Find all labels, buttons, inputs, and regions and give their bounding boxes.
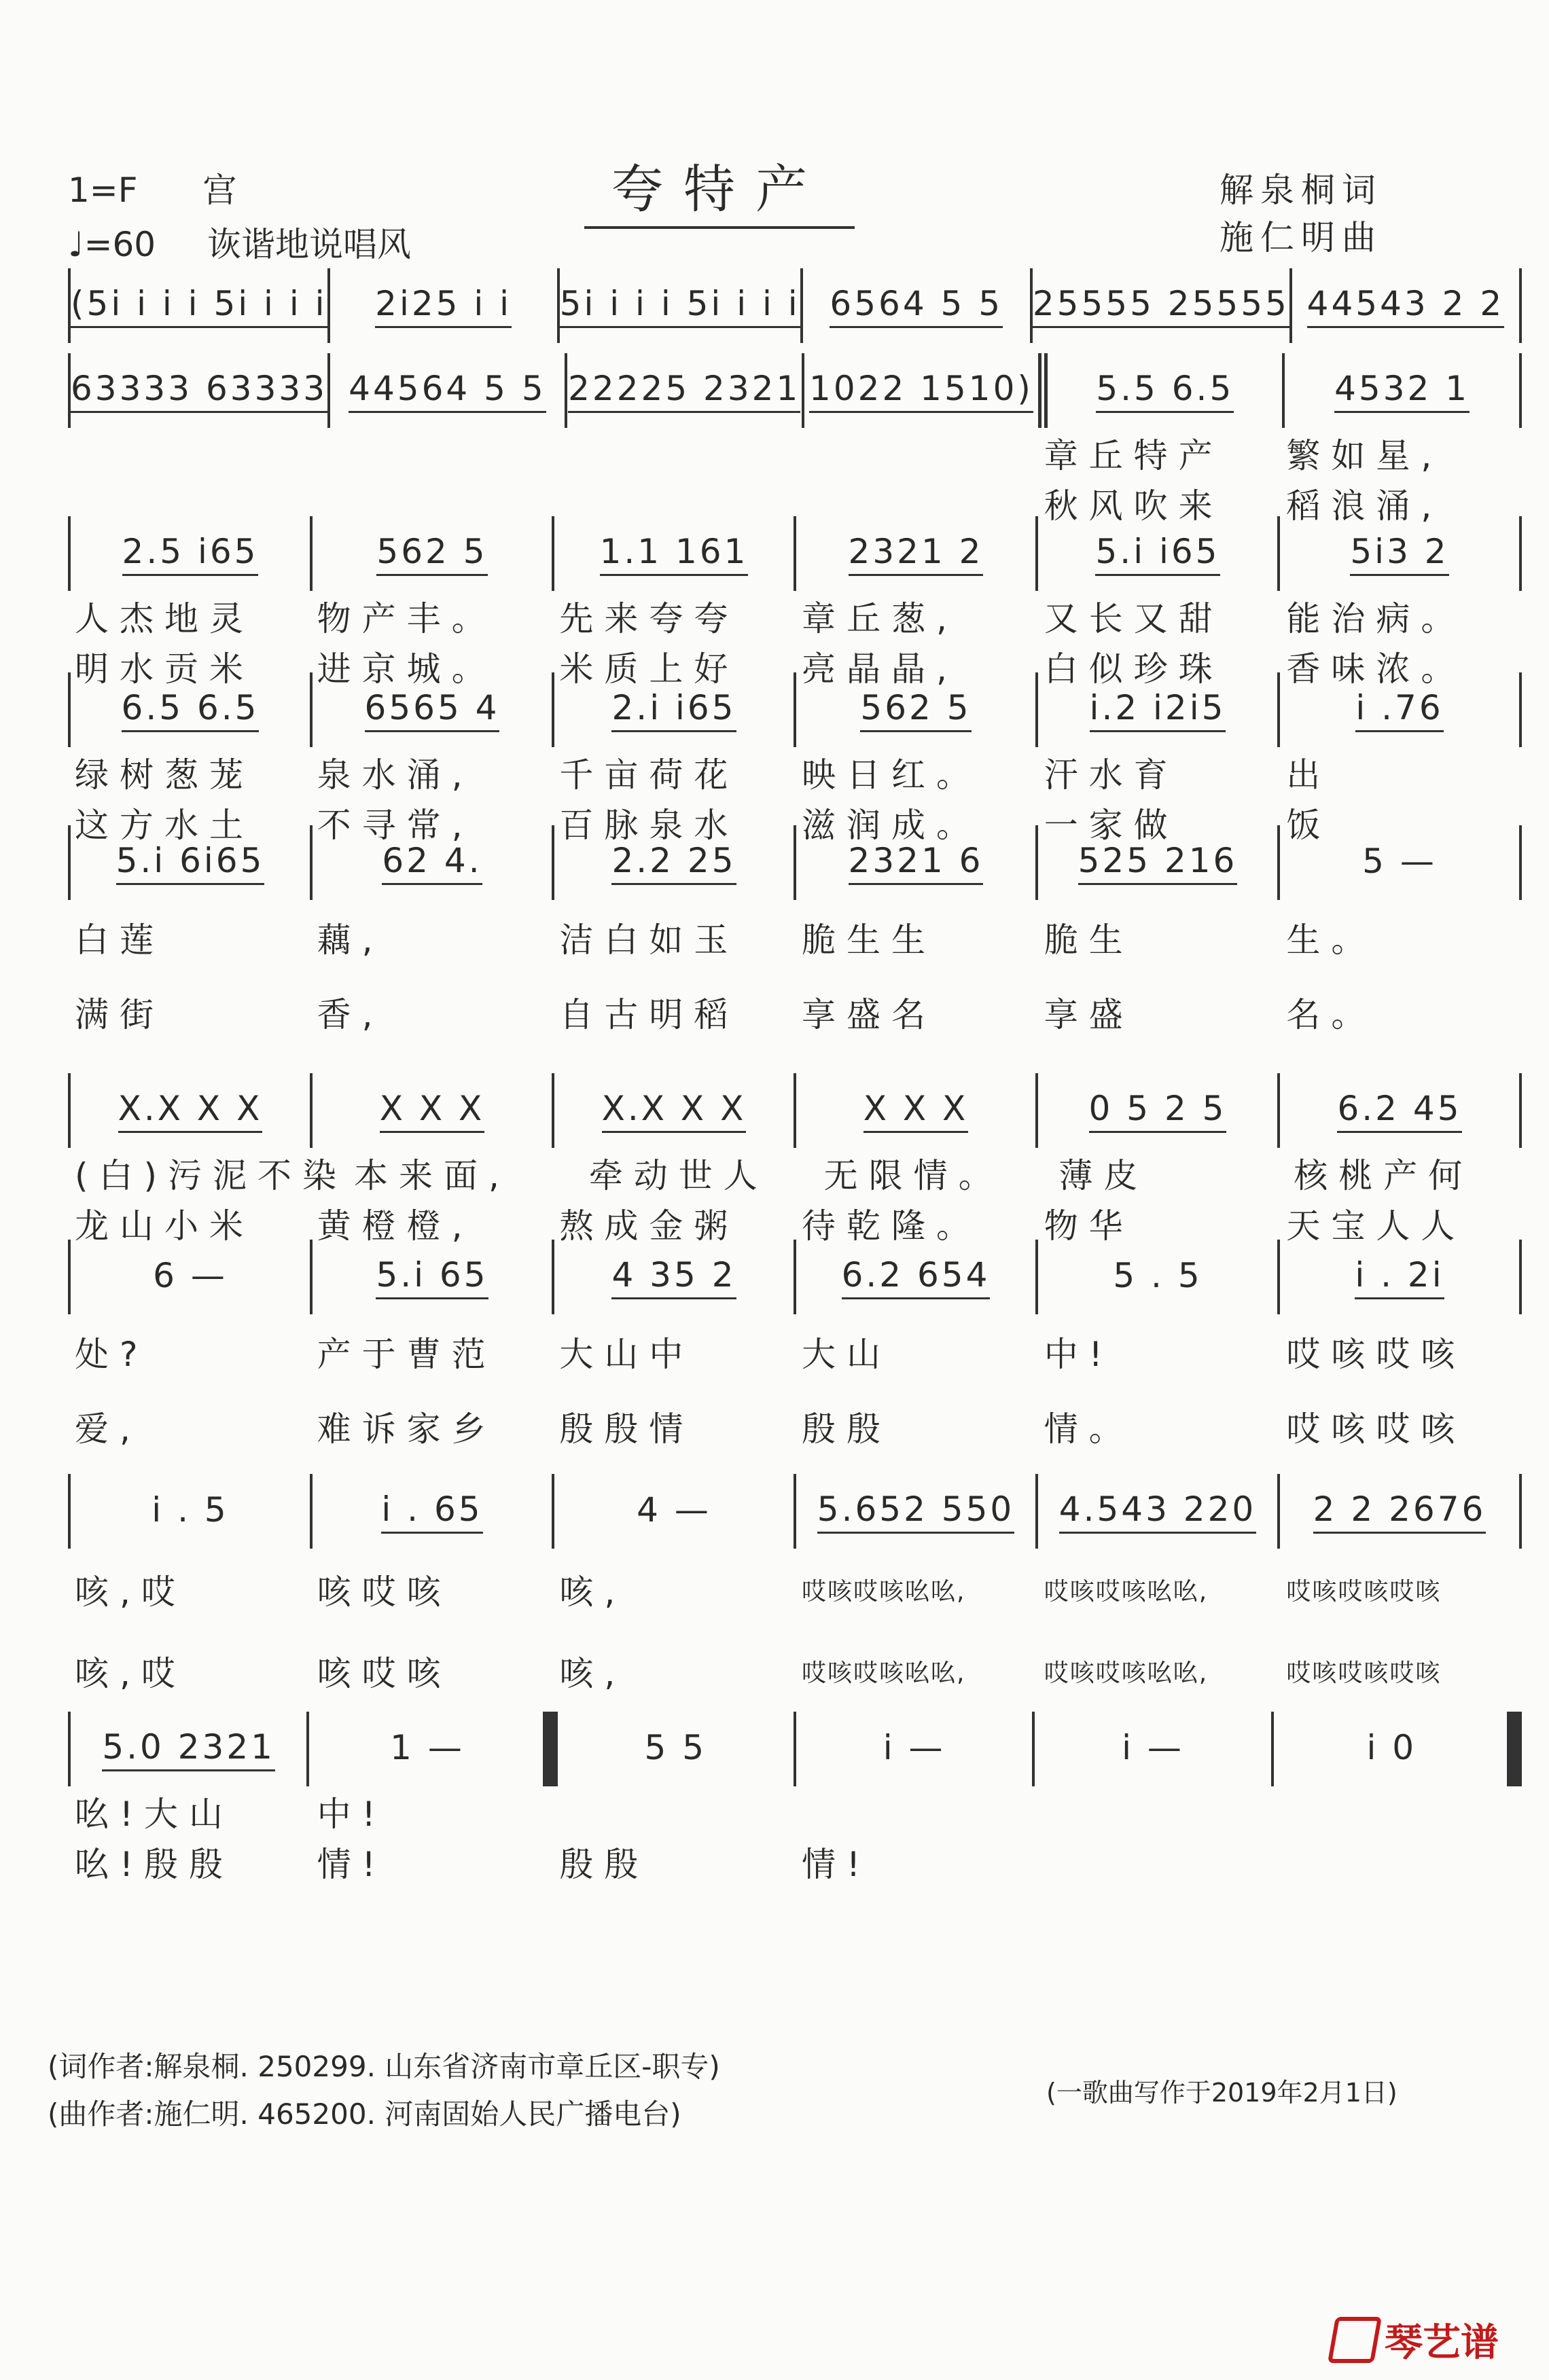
lyric-line-1: 章丘特产 繁如星, xyxy=(1044,436,1443,475)
logo-icon xyxy=(1328,2317,1382,2363)
score-system-9 xyxy=(68,1712,1522,1887)
lyric-line-1: 处? 产于曹范 大山中 大山 中! 哎咳哎咳 xyxy=(75,1335,1466,1374)
lyric-line-2: 这方水土 不寻常, 百脉泉水 滋润成。 一家做 饭 xyxy=(75,806,1332,845)
measure: 6.5 6.5 xyxy=(68,672,313,747)
measure: 6 — xyxy=(68,1240,313,1314)
measure: 5i i i i 5i i i i xyxy=(560,268,803,343)
composer-credit: 施仁明曲 xyxy=(1219,218,1383,257)
lyric-line-1: 吆!大山 中! xyxy=(75,1795,387,1834)
song-title: 夸特产 xyxy=(584,148,855,229)
measure: i 0 xyxy=(1274,1712,1522,1786)
measure: 0 5 2 5 xyxy=(1038,1073,1280,1148)
measure: 44543 2 2 xyxy=(1292,268,1522,343)
measure: 5.i 6i65 xyxy=(68,825,313,900)
measure: 62 4. xyxy=(313,825,554,900)
score-system-5 xyxy=(68,825,1522,1049)
score-system-1 xyxy=(68,268,1522,343)
measure: 5 . 5 xyxy=(1038,1240,1280,1314)
measure: i — xyxy=(1035,1712,1273,1786)
notes-row xyxy=(68,825,1522,900)
measure: 5.0 2321 xyxy=(68,1712,309,1786)
score-system-2 xyxy=(68,353,1522,528)
date-note: (一歌曲写作于2019年2月1日) xyxy=(1046,2078,1397,2108)
lyric-line-2: 龙山小米 黄橙橙, 熬成金粥 待乾隆。 物华 天宝人人 xyxy=(75,1206,1466,1246)
measure: 562 5 xyxy=(313,516,554,591)
measure: 5.652 550 xyxy=(796,1474,1038,1549)
key-signature xyxy=(68,163,236,212)
score-system-3 xyxy=(68,516,1522,691)
measure: 5.i i65 xyxy=(1038,516,1280,591)
measure: 2321 6 xyxy=(796,825,1038,900)
notes-row xyxy=(68,268,1522,343)
notes-row xyxy=(68,1712,1522,1786)
composer-info: (曲作者:施仁明. 465200. 河南固始人民广播电台) xyxy=(48,2097,681,2131)
measure: 6.2 45 xyxy=(1280,1073,1522,1148)
measure: X.X X X xyxy=(68,1073,313,1148)
key-text: 1=F xyxy=(68,170,138,210)
measure: 4532 1 xyxy=(1285,353,1522,428)
measure: i . 5 xyxy=(68,1474,313,1549)
measure: i . 2i xyxy=(1280,1240,1522,1314)
expression-text: 诙谐地说唱风 xyxy=(207,225,412,264)
measure: 2.5 i65 xyxy=(68,516,313,591)
measure: 4 35 2 xyxy=(554,1240,796,1314)
lyric-line-1: 咳,哎 咳哎咳 咳, 哎咳哎咳吆吆, 哎咳哎咳吆吆, 哎咳哎咳哎咳 xyxy=(75,1572,1442,1612)
notes-row xyxy=(68,1474,1522,1549)
lyric-line-2: 明水贡米 进京城。 米质上好 亮晶晶, 白似珍珠 香味浓。 xyxy=(75,649,1466,689)
tempo-text: ♩=60 xyxy=(68,225,156,264)
lyricist-info: (词作者:解泉桐. 250299. 山东省济南市章丘区-职专) xyxy=(48,2050,720,2083)
measure: 6.2 654 xyxy=(796,1240,1038,1314)
measure: 5.i 65 xyxy=(313,1240,554,1314)
lyricist-credit: 解泉桐词 xyxy=(1219,170,1383,210)
measure: 5.5 6.5 xyxy=(1048,353,1285,428)
measure: 25555 25555 xyxy=(1033,268,1292,343)
notes-row xyxy=(68,1073,1522,1148)
measure: 2i25 i i xyxy=(330,268,560,343)
measure: 2 2 2676 xyxy=(1280,1474,1522,1549)
score-system-8 xyxy=(68,1474,1522,1712)
measure: 5 5 xyxy=(558,1712,796,1786)
measure: i.2 i2i5 xyxy=(1038,672,1280,747)
measure: i .76 xyxy=(1280,672,1522,747)
lyric-line-1: 白莲 藕, 洁白如玉 脆生生 脆生 生。 xyxy=(75,920,1376,960)
measure: 22225 2321 xyxy=(567,353,804,428)
measure: 6564 5 5 xyxy=(803,268,1033,343)
measure: 63333 63333 xyxy=(68,353,330,428)
measure: 5i3 2 xyxy=(1280,516,1522,591)
measure: 44564 5 5 xyxy=(330,353,567,428)
measure: X X X xyxy=(313,1073,554,1148)
notes-row xyxy=(68,516,1522,591)
score-system-4 xyxy=(68,672,1522,848)
lyric-line-2: 满街 香, 自古明稻 享盛名 享盛 名。 xyxy=(75,995,1376,1034)
lyric-line-2: 爱, 难诉家乡 殷殷情 殷殷 情。 哎咳哎咳 xyxy=(75,1409,1466,1449)
measure: 2.2 25 xyxy=(554,825,796,900)
notes-row xyxy=(68,672,1522,747)
notes-row xyxy=(68,353,1522,428)
lyric-line-1: 绿树葱茏 泉水涌, 千亩荷花 映日红。 汗水育 出 xyxy=(75,755,1332,795)
notes-row xyxy=(68,1240,1522,1314)
measure: (5i i i i 5i i i i xyxy=(68,268,330,343)
measure: 1.1 161 xyxy=(554,516,796,591)
measure: 525 216 xyxy=(1038,825,1280,900)
brand-logo xyxy=(1332,2313,1499,2367)
logo-text: 琴艺谱 xyxy=(1385,2321,1499,2365)
lyric-line-2: 吆!殷殷 情! 殷殷 情! xyxy=(75,1845,872,1884)
measure: i . 65 xyxy=(313,1474,554,1549)
score-system-6 xyxy=(68,1073,1522,1248)
measure: 562 5 xyxy=(796,672,1038,747)
lyric-line-1: 人杰地灵 物产丰。 先来夸夸 章丘葱, 又长又甜 能治病。 xyxy=(75,599,1466,638)
lyric-line-2: 秋风吹来 稻浪涌, xyxy=(1044,486,1443,526)
measure: 6565 4 xyxy=(313,672,554,747)
measure: 1 — xyxy=(309,1712,557,1786)
lyric-line-2: 咳,哎 咳哎咳 咳, 哎咳哎咳吆吆, 哎咳哎咳吆吆, 哎咳哎咳哎咳 xyxy=(75,1654,1442,1693)
tempo-marking xyxy=(68,217,411,266)
measure: X X X xyxy=(796,1073,1038,1148)
measure: 2.i i65 xyxy=(554,672,796,747)
measure: 1022 1510) xyxy=(804,353,1048,428)
measure: 2321 2 xyxy=(796,516,1038,591)
lyric-line-1: (白)污泥不染 本来面, 牵动世人 无限情。 薄皮 核桃产何 xyxy=(75,1156,1474,1195)
mode-text: 宫 xyxy=(202,170,237,210)
measure: 4 — xyxy=(554,1474,796,1549)
measure: 5 — xyxy=(1280,825,1522,900)
measure: X.X X X xyxy=(554,1073,796,1148)
measure: 4.543 220 xyxy=(1038,1474,1280,1549)
measure: i — xyxy=(796,1712,1035,1786)
score-system-7 xyxy=(68,1240,1522,1464)
